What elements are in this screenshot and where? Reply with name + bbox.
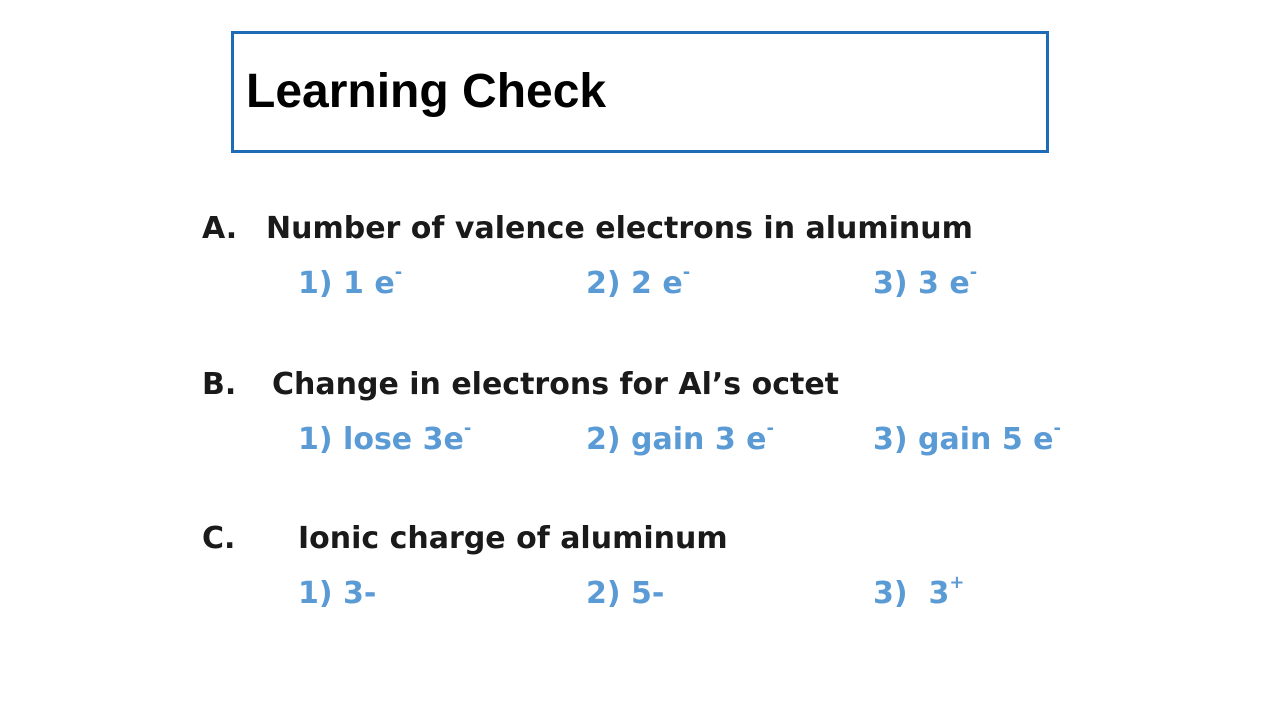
- slide-title: Learning Check: [246, 65, 607, 118]
- option-number: 1): [298, 576, 333, 611]
- option-superscript: -: [394, 262, 403, 283]
- option-value: 3 e: [918, 266, 970, 301]
- option-value: gain 5 e: [918, 422, 1054, 457]
- question-a-option-2[interactable]: [586, 262, 691, 302]
- option-value: 3: [918, 576, 950, 611]
- option-superscript: -: [682, 262, 691, 283]
- question-b-text: Change in electrons for Al’s octet: [272, 367, 840, 402]
- option-number: 2): [586, 576, 621, 611]
- option-value: 5-: [631, 576, 665, 611]
- question-c-letter: C.: [202, 521, 236, 556]
- question-a-option-3[interactable]: [873, 262, 978, 302]
- option-value: 2 e: [631, 266, 683, 301]
- option-number: 2): [586, 266, 621, 301]
- option-number: 1): [298, 422, 333, 457]
- title-box: [231, 31, 1049, 153]
- option-number: 3): [873, 576, 908, 611]
- option-superscript: -: [1053, 418, 1061, 439]
- option-value: 1 e: [343, 266, 395, 301]
- option-value: lose 3e: [343, 422, 464, 457]
- question-c-option-2[interactable]: [586, 576, 664, 612]
- question-c-text: Ionic charge of aluminum: [298, 521, 728, 556]
- option-value: 3-: [343, 576, 377, 611]
- option-value: gain 3 e: [631, 422, 767, 457]
- option-superscript: -: [969, 262, 978, 283]
- question-a-text: Number of valence electrons in aluminum: [266, 211, 973, 246]
- question-b-option-3[interactable]: [873, 418, 1061, 458]
- option-number: 1): [298, 266, 333, 301]
- option-superscript: -: [463, 418, 472, 439]
- question-a-letter: A.: [202, 211, 238, 246]
- question-c-option-3[interactable]: [873, 572, 965, 612]
- question-b-letter: B.: [202, 367, 237, 402]
- question-b-option-1[interactable]: [298, 418, 472, 458]
- option-number: 3): [873, 266, 908, 301]
- question-c-option-1[interactable]: [298, 576, 376, 612]
- option-superscript: -: [766, 418, 774, 439]
- option-number: 2): [586, 422, 621, 457]
- option-superscript: +: [949, 572, 965, 593]
- option-number: 3): [873, 422, 908, 457]
- question-a-option-1[interactable]: [298, 262, 403, 302]
- question-b-option-2[interactable]: [586, 418, 774, 458]
